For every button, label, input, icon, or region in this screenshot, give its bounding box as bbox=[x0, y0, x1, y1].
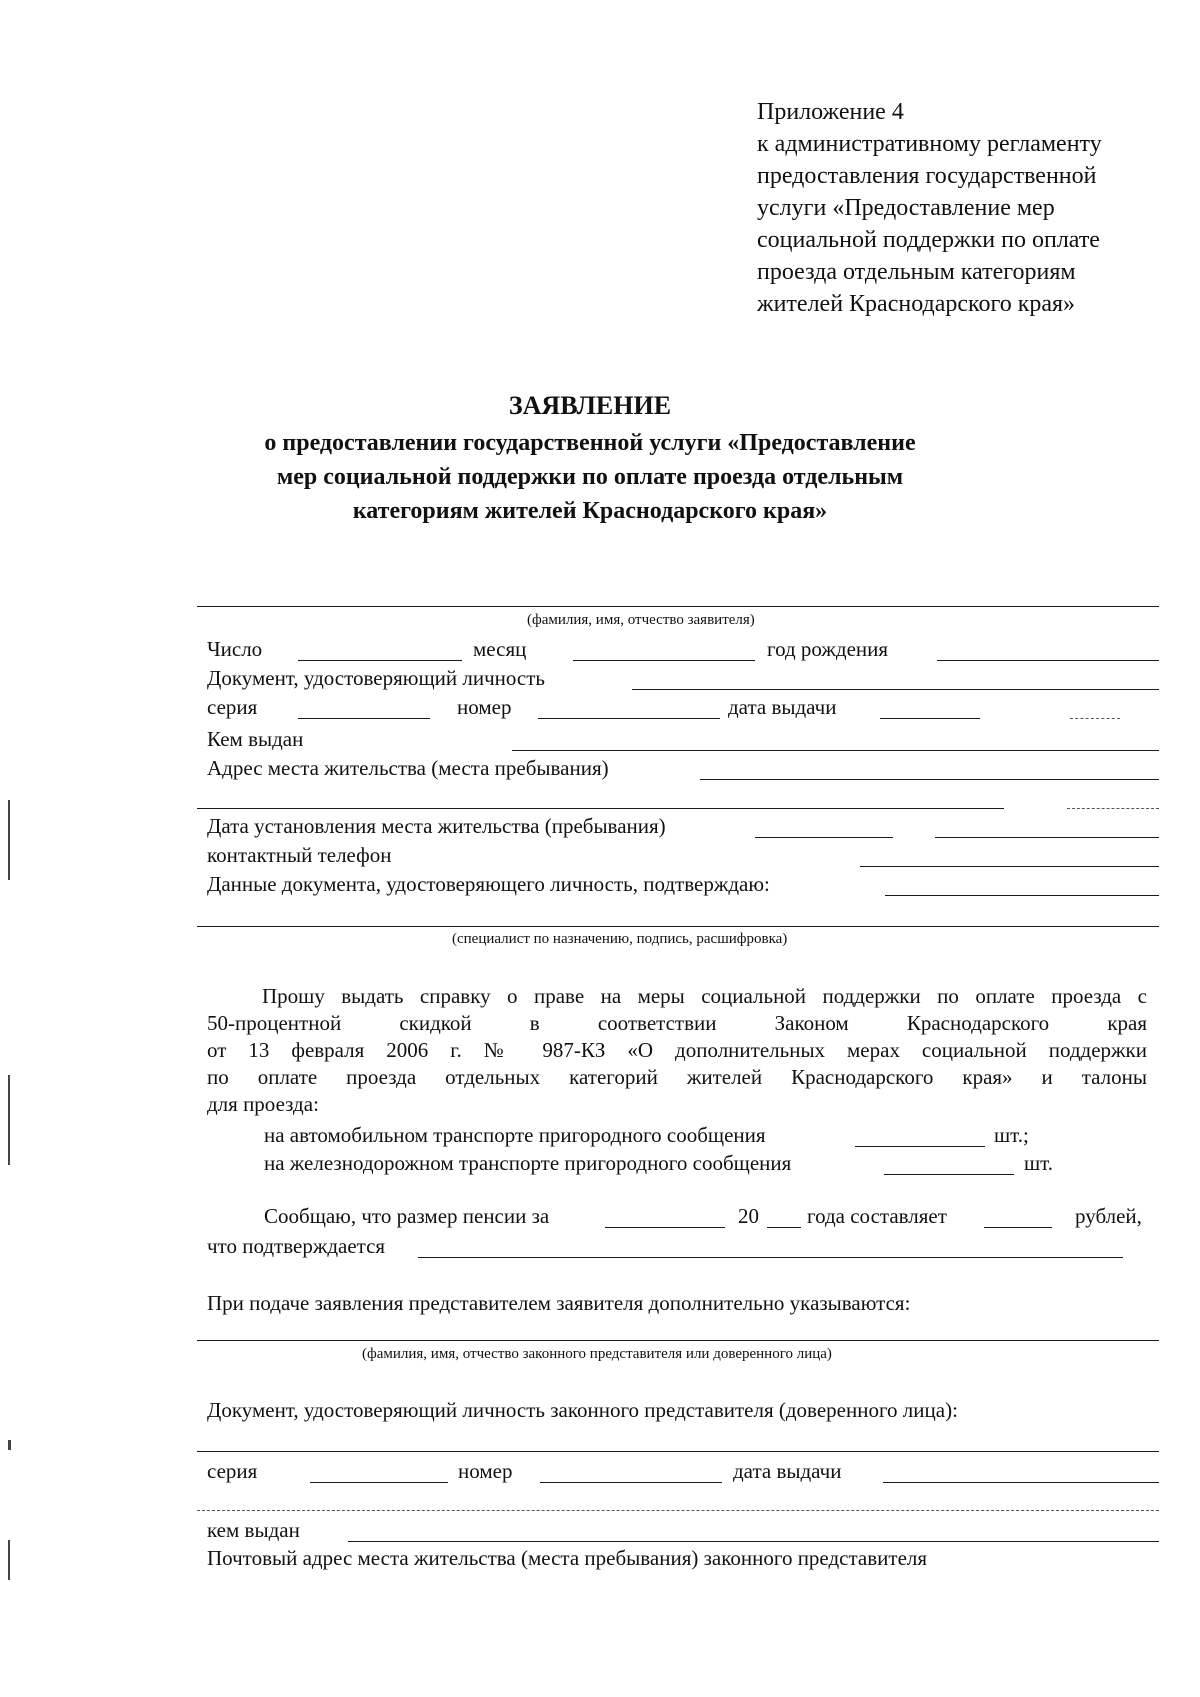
applicant-fio-caption: (фамилия, имя, отчество заявителя) bbox=[527, 612, 755, 628]
number-label: номер bbox=[457, 695, 512, 719]
scan-edge-mark bbox=[8, 1075, 10, 1165]
pension-text: рублей, bbox=[1075, 1204, 1142, 1228]
specialist-signature-field[interactable] bbox=[197, 926, 1159, 927]
issued-by-field[interactable] bbox=[512, 750, 1159, 751]
address-field-continuation-tail bbox=[1067, 808, 1159, 809]
month-field[interactable] bbox=[573, 660, 755, 661]
residence-date-field[interactable] bbox=[755, 837, 893, 838]
request-line: по оплате проезда отдельных категорий жителей Краснодарского края» и талоны bbox=[207, 1065, 1147, 1089]
pension-confirm-label: что подтверждается bbox=[207, 1234, 386, 1258]
annex-line: социальной поддержки по оплате bbox=[757, 227, 1100, 253]
representative-intro: При подаче заявления представителем заявителя дополнительно указываются: bbox=[207, 1291, 911, 1315]
residence-date-field-tail[interactable] bbox=[935, 837, 1159, 838]
pension-amount-field[interactable] bbox=[984, 1227, 1052, 1228]
annex-line: предоставления государственной bbox=[757, 163, 1097, 189]
issue-date-field-tail bbox=[1070, 718, 1120, 719]
address-field-continuation[interactable] bbox=[197, 808, 1004, 809]
document-subtitle-line: мер социальной поддержки по оплате проезда отдельным bbox=[276, 464, 904, 490]
month-label: месяц bbox=[473, 637, 527, 661]
representative-extra-line bbox=[197, 1510, 1159, 1511]
pension-year-prefix: 20 bbox=[738, 1204, 759, 1228]
request-paragraph bbox=[207, 983, 1147, 1118]
annex-line: услуги «Предоставление мер bbox=[757, 195, 1055, 221]
annex-block bbox=[757, 96, 1102, 320]
phone-field[interactable] bbox=[860, 866, 1159, 867]
annex-line: Приложение 4 bbox=[757, 99, 904, 125]
rail-transport-count-field[interactable] bbox=[884, 1174, 1014, 1175]
applicant-fio-field[interactable] bbox=[197, 606, 1159, 607]
pension-year-field[interactable] bbox=[767, 1227, 801, 1228]
series-label: серия bbox=[207, 695, 258, 719]
id-document-field[interactable] bbox=[632, 689, 1159, 690]
rail-transport-unit: шт. bbox=[1024, 1151, 1054, 1175]
id-document-label: Документ, удостоверяющий личность bbox=[207, 666, 545, 690]
representative-doc-label: Документ, удостоверяющий личность законного представителя (доверенного лица): bbox=[207, 1398, 958, 1422]
representative-doc-field[interactable] bbox=[197, 1451, 1159, 1452]
number-field[interactable] bbox=[538, 718, 720, 719]
confirm-field[interactable] bbox=[885, 895, 1159, 896]
representative-number-label: номер bbox=[458, 1459, 513, 1483]
request-line: от 13 февраля 2006 г. № 987-КЗ «О дополнительных мерах социальной поддержки bbox=[207, 1038, 1147, 1062]
specialist-caption: (специалист по назначению, подпись, расшифровка) bbox=[452, 931, 788, 947]
pension-confirm-field[interactable] bbox=[418, 1257, 1123, 1258]
representative-number-field[interactable] bbox=[540, 1482, 722, 1483]
phone-label: контактный телефон bbox=[207, 843, 392, 867]
scan-edge-mark bbox=[8, 1540, 10, 1580]
annex-line: жителей Краснодарского края» bbox=[757, 291, 1076, 317]
annex-line: проезда отдельным категориям bbox=[757, 259, 1076, 285]
document-title: ЗАЯВЛЕНИЕ bbox=[508, 391, 672, 420]
birth-year-label: год рождения bbox=[767, 637, 889, 661]
auto-transport-label: на автомобильном транспорте пригородного сообщения bbox=[264, 1123, 766, 1147]
day-field[interactable] bbox=[298, 660, 462, 661]
request-line: Прошу выдать справку о праве на меры социальной поддержки по оплате проезда с bbox=[262, 984, 1147, 1008]
residence-date-label: Дата установления места жительства (пребывания) bbox=[207, 814, 666, 838]
issue-date-field[interactable] bbox=[880, 718, 980, 719]
scan-edge-mark bbox=[8, 800, 10, 880]
representative-fio-caption: (фамилия, имя, отчество законного представителя или доверенного лица) bbox=[362, 1346, 832, 1362]
representative-issue-date-field[interactable] bbox=[883, 1482, 1159, 1483]
representative-issue-date-label: дата выдачи bbox=[733, 1459, 842, 1483]
request-line: для проезда: bbox=[207, 1092, 319, 1116]
birth-year-field[interactable] bbox=[937, 660, 1159, 661]
pension-text: года составляет bbox=[807, 1204, 947, 1228]
representative-issued-by-field[interactable] bbox=[348, 1541, 1159, 1542]
document-subtitle-line: о предоставлении государственной услуги «Предоставление bbox=[264, 430, 916, 456]
address-field[interactable] bbox=[700, 779, 1159, 780]
issue-date-label: дата выдачи bbox=[728, 695, 837, 719]
address-label: Адрес места жительства (места пребывания) bbox=[207, 756, 609, 780]
day-label: Число bbox=[207, 637, 263, 661]
series-field[interactable] bbox=[298, 718, 430, 719]
document-subtitle-line: категориям жителей Краснодарского края» bbox=[352, 498, 828, 524]
representative-fio-field[interactable] bbox=[197, 1340, 1159, 1341]
auto-transport-unit: шт.; bbox=[994, 1123, 1029, 1147]
representative-issued-by-label: кем выдан bbox=[207, 1518, 300, 1542]
request-line: 50-процентной скидкой в соответствии Законом Краснодарского края bbox=[207, 1011, 1147, 1035]
confirm-label: Данные документа, удостоверяющего личность, подтверждаю: bbox=[207, 872, 770, 896]
representative-postal-address-label: Почтовый адрес места жительства (места пребывания) законного представителя bbox=[207, 1546, 928, 1570]
annex-line: к административному регламенту bbox=[757, 131, 1102, 157]
pension-text: Сообщаю, что размер пенсии за bbox=[264, 1204, 550, 1228]
auto-transport-count-field[interactable] bbox=[855, 1146, 985, 1147]
rail-transport-label: на железнодорожном транспорте пригородного сообщения bbox=[264, 1151, 792, 1175]
scan-edge-mark bbox=[8, 1440, 11, 1450]
pension-period-field[interactable] bbox=[605, 1227, 725, 1228]
representative-series-field[interactable] bbox=[310, 1482, 448, 1483]
issued-by-label: Кем выдан bbox=[207, 727, 304, 751]
representative-series-label: серия bbox=[207, 1459, 258, 1483]
